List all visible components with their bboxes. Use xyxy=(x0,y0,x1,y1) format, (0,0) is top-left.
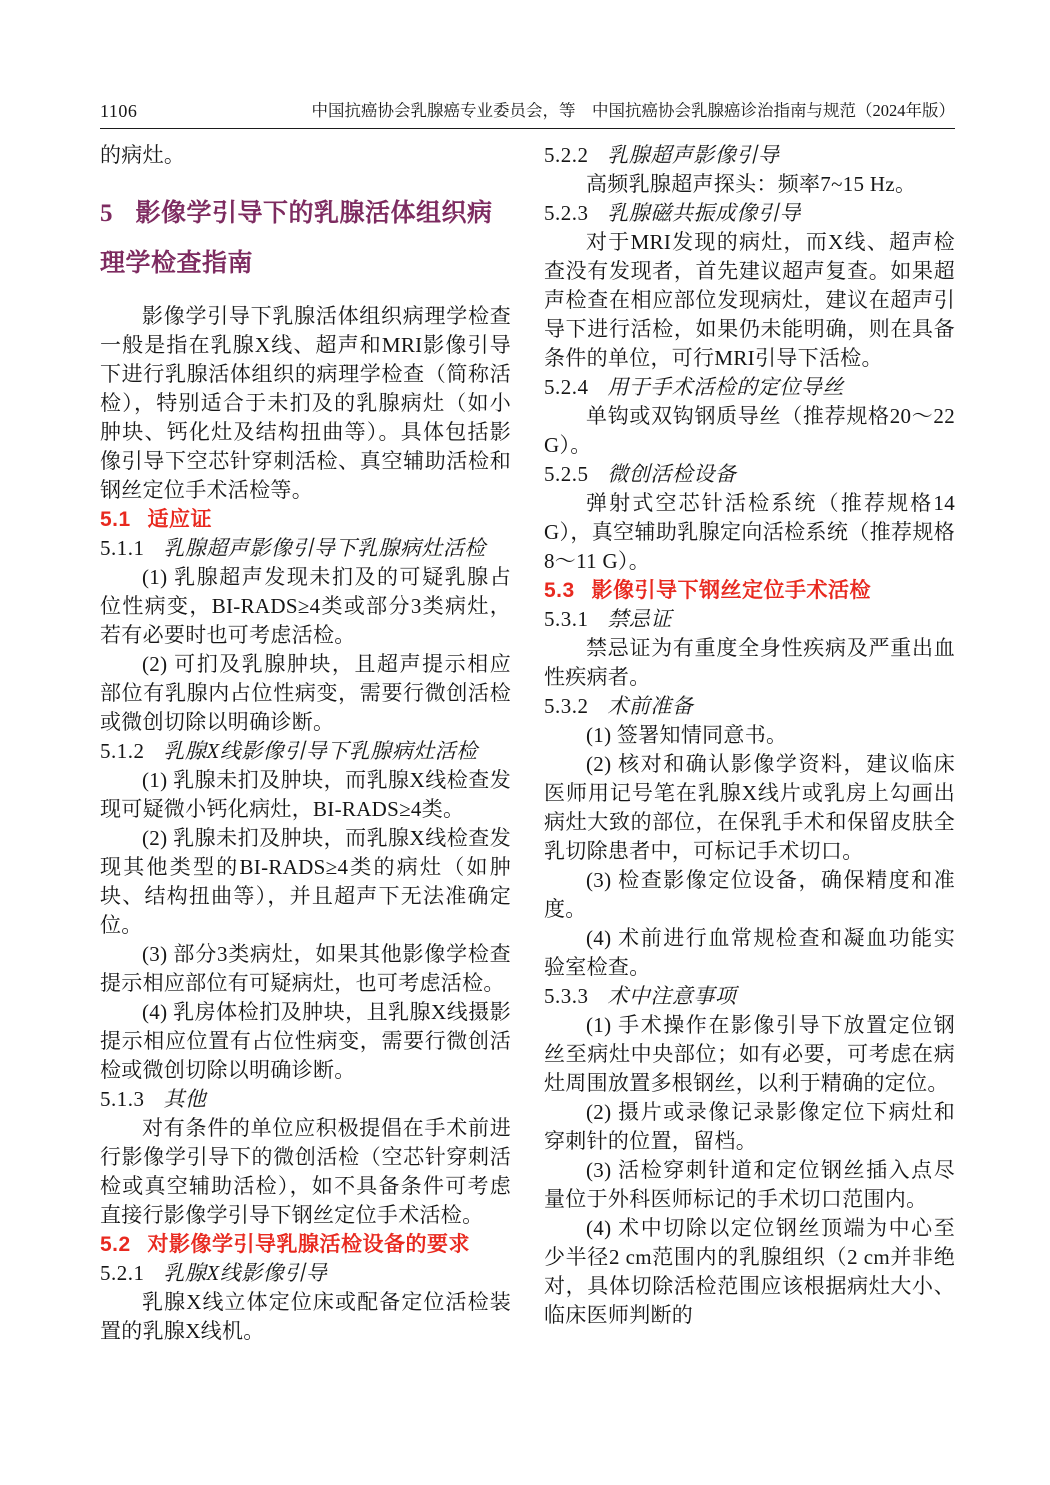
section-title: 其他 xyxy=(163,1087,207,1111)
section-heading-h2 xyxy=(100,505,511,534)
paragraph: (2) 可扪及乳腺肿块，且超声提示相应部位有乳腺内占位性病变，需要行微创活检或微创切除以明确诊断。 xyxy=(100,652,511,734)
section-heading-h3 xyxy=(100,1085,511,1114)
section-heading-h3 xyxy=(544,141,955,170)
paragraph: 单钩或双钩钢质导丝（推荐规格20～22 G）。 xyxy=(544,404,955,457)
paragraph: (3) 检查影像定位设备，确保精度和准度。 xyxy=(544,868,955,921)
right-column xyxy=(544,141,955,1346)
section-number: 5.2.5 xyxy=(544,462,589,486)
paragraph: (1) 乳腺未扪及肿块，而乳腺X线检查发现可疑微小钙化病灶，BI-RADS≥4类。 xyxy=(100,768,511,821)
section-heading-h3 xyxy=(544,460,955,489)
paragraph: (2) 摄片或录像记录影像定位下病灶和穿刺针的位置，留档。 xyxy=(544,1100,955,1153)
section-title: 术中注意事项 xyxy=(607,984,737,1008)
section-number: 5.3.1 xyxy=(544,607,589,631)
section-title: 对影像学引导乳腺活检设备的要求 xyxy=(147,1233,470,1256)
section-heading-h3 xyxy=(544,373,955,402)
section-title: 适应证 xyxy=(147,508,212,531)
paragraph: 弹射式空芯针活检系统（推荐规格14 G），真空辅助乳腺定向活检系统（推荐规格8～11 G）。 xyxy=(544,491,955,573)
section-number: 5.1 xyxy=(100,508,131,531)
paragraph: (2) 乳腺未扪及肿块，而乳腺X线检查发现其他类型的BI-RADS≥4类的病灶（如肿块、结构扭曲等），并且超声下无法准确定位。 xyxy=(100,826,511,937)
paragraph: 的病灶。 xyxy=(100,143,186,167)
paragraph: 高频乳腺超声探头：频率7~15 Hz。 xyxy=(586,172,917,196)
section-number: 5.3.3 xyxy=(544,984,589,1008)
paragraph: 影像学引导下乳腺活体组织病理学检查一般是指在乳腺X线、超声和MRI影像引导下进行乳腺活体组织的病理学检查（简称活检），特别适合于未扪及的乳腺病灶（如小肿块、钙化灶及结构扭曲等）。具体包括影像引导下空芯针穿刺活检、真空辅助活检和钢丝定位手术活检等。 xyxy=(100,304,511,502)
paragraph: (1) 签署知情同意书。 xyxy=(586,723,788,747)
section-number: 5.3 xyxy=(544,579,575,602)
section-title: 影像引导下钢丝定位手术活检 xyxy=(591,579,871,602)
paragraph: (3) 活检穿刺针道和定位钢丝插入点尽量位于外科医师标记的手术切口范围内。 xyxy=(544,1158,955,1211)
section-number: 5.1.3 xyxy=(100,1087,145,1111)
section-title: 术前准备 xyxy=(607,694,694,718)
section-heading-h2 xyxy=(100,1230,511,1259)
paragraph: 对于MRI发现的病灶，而X线、超声检查没有发现者，首先建议超声复查。如果超声检查在相应部位发现病灶，建议在超声引导下进行活检，如果仍未能明确，则在具备条件的单位，可行MRI引导下活检。 xyxy=(544,230,955,370)
paragraph: 乳腺X线立体定位床或配备定位活检装置的乳腺X线机。 xyxy=(100,1290,511,1343)
section-heading-h3 xyxy=(544,199,955,228)
section-number: 5.3.2 xyxy=(544,694,589,718)
section-number: 5.2 xyxy=(100,1233,131,1256)
section-heading-h3 xyxy=(100,534,511,563)
section-heading-h2 xyxy=(544,576,955,605)
section-number: 5.1.2 xyxy=(100,739,145,763)
section-number: 5.2.3 xyxy=(544,201,589,225)
paragraph: (4) 术中切除以定位钢丝顶端为中心至少半径2 cm范围内的乳腺组织（2 cm并非绝对，具体切除活检范围应该根据病灶大小、临床医师判断的 xyxy=(544,1216,955,1327)
paragraph: (1) 手术操作在影像引导下放置定位钢丝至病灶中央部位；如有必要，可考虑在病灶周围放置多根钢丝，以利于精确的定位。 xyxy=(544,1013,955,1095)
section-title: 乳腺X线影像引导 xyxy=(163,1261,328,1285)
paragraph: (4) 术前进行血常规检查和凝血功能实验室检查。 xyxy=(544,926,955,979)
page-content xyxy=(100,141,955,1346)
section-title: 乳腺X线影像引导下乳腺病灶活检 xyxy=(163,739,478,763)
paragraph: (2) 核对和确认影像学资料，建议临床医师用记号笔在乳腺X线片或乳房上勾画出病灶大致的部位，在保乳手术和保留皮肤全乳切除患者中，可标记手术切口。 xyxy=(544,752,955,863)
section-number: 5.2.2 xyxy=(544,143,589,167)
page-header xyxy=(100,101,955,129)
section-title: 禁忌证 xyxy=(607,607,672,631)
section-heading-h3 xyxy=(544,605,955,634)
paragraph: 禁忌证为有重度全身性疾病及严重出血性疾病者。 xyxy=(544,636,955,689)
section-number: 5 xyxy=(100,200,113,227)
paragraph: (4) 乳房体检扪及肿块，且乳腺X线摄影提示相应位置有占位性病变，需要行微创活检或微创切除以明确诊断。 xyxy=(100,1000,511,1082)
section-heading-h1 xyxy=(100,189,511,289)
section-title: 乳腺超声影像引导下乳腺病灶活检 xyxy=(163,536,486,560)
section-title: 用于手术活检的定位导丝 xyxy=(607,375,844,399)
section-number: 5.1.1 xyxy=(100,536,145,560)
section-number: 5.2.4 xyxy=(544,375,589,399)
left-column xyxy=(100,141,511,1346)
section-title: 微创活检设备 xyxy=(607,462,737,486)
page-number: 1106 xyxy=(100,101,138,121)
paragraph: (1) 乳腺超声发现未扪及的可疑乳腺占位性病变，BI-RADS≥4类或部分3类病灶，若有必要时也可考虑活检。 xyxy=(100,565,511,647)
running-title: 中国抗癌协会乳腺癌专业委员会，等 中国抗癌协会乳腺癌诊治指南与规范（2024年版） xyxy=(311,101,955,120)
section-heading-h3 xyxy=(544,982,955,1011)
section-heading-h3 xyxy=(100,737,511,766)
section-title: 乳腺超声影像引导 xyxy=(607,143,780,167)
paragraph: (3) 部分3类病灶，如果其他影像学检查提示相应部位有可疑病灶，也可考虑活检。 xyxy=(100,942,511,995)
section-title: 影像学引导下的乳腺活体组织病理学检查指南 xyxy=(100,200,493,277)
section-title: 乳腺磁共振成像引导 xyxy=(607,201,801,225)
section-heading-h3 xyxy=(544,692,955,721)
paragraph: 对有条件的单位应积极提倡在手术前进行影像学引导下的微创活检（空芯针穿刺活检或真空辅助活检），如不具备条件可考虑直接行影像学引导下钢丝定位手术活检。 xyxy=(100,1116,511,1227)
section-heading-h3 xyxy=(100,1259,511,1288)
section-number: 5.2.1 xyxy=(100,1261,145,1285)
